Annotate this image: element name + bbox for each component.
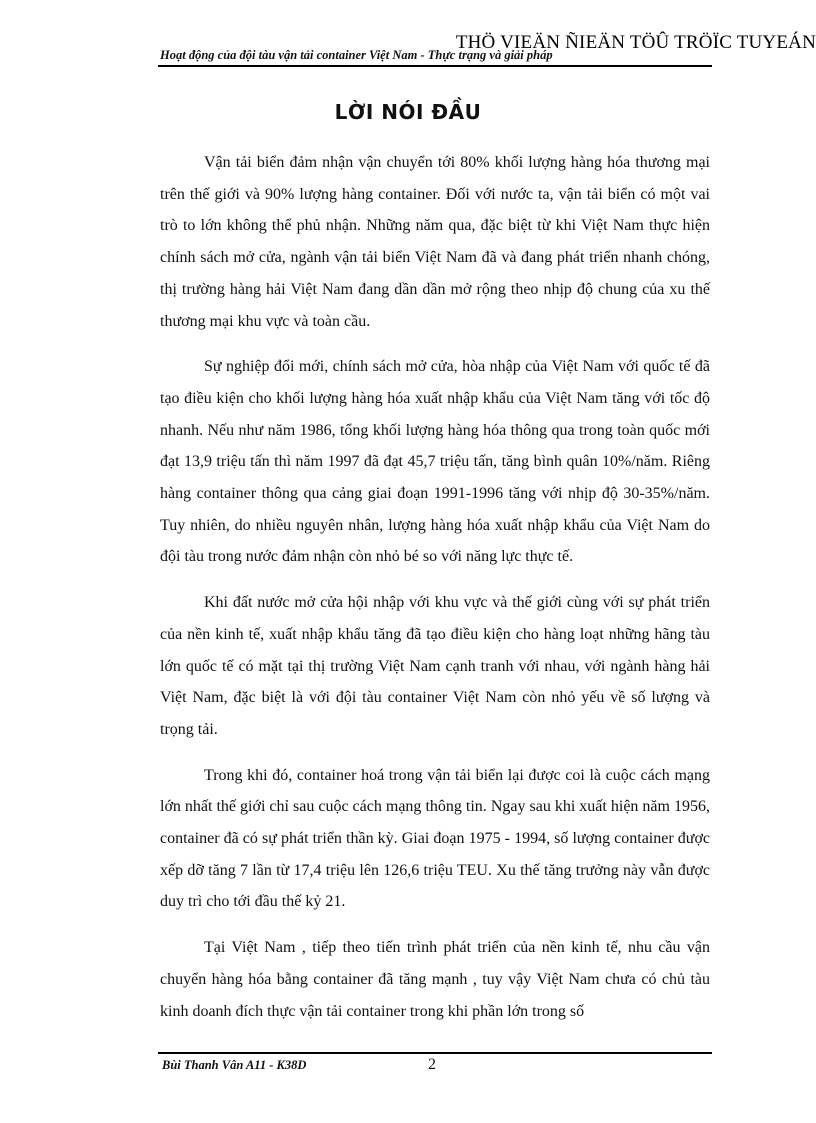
footer-divider <box>158 1052 712 1054</box>
running-header-title: Hoạt động của đội tàu vận tải container Việt Nam - Thực trạng và giải pháp <box>160 48 553 62</box>
paragraph: Vận tải biển đảm nhận vận chuyển tới 80% khối lượng hàng hóa thương mại trên thế giới và 90% lượng hàng container. Đối với nước ta, vận tải biển có một vai trò to lớn không thể phủ nhận. Những năm qua, đặc biệt từ khi Việt Nam thực hiện chính sách mở cửa, ngành vận tải biển Việt Nam đã và đang phát triển nhanh chóng, thị trường hàng hải Việt Nam đang dần dần mở rộng theo nhịp độ chung của xu thế thương mại khu vực và toàn cầu. <box>160 154 710 330</box>
paragraph: Sự nghiệp đổi mới, chính sách mở cửa, hòa nhập của Việt Nam với quốc tế đã tạo điều kiện cho khối lượng hàng hóa xuất nhập khẩu của Việt Nam tăng với tốc độ nhanh. Nếu như năm 1986, tổng khối lượng hàng hóa thông qua trong toàn quốc mới đạt 13,9 triệu tấn thì năm 1997 đã đạt 45,7 triệu tấn, tăng bình quân 10%/năm. Riêng hàng container thông qua cảng giai đoạn 1991-1996 tăng với nhịp độ 30-35%/năm. Tuy nhiên, do nhiều nguyên nhân, lượng hàng hóa xuất nhập khẩu của Việt Nam do đội tàu trong nước đảm nhận còn nhỏ bé so với năng lực thực tế. <box>160 358 710 566</box>
paragraph: Trong khi đó, container hoá trong vận tải biển lại được coi là cuộc cách mạng lớn nhất thế giới chỉ sau cuộc cách mạng thông tin. Ngay sau khi xuất hiện năm 1956, container đã có sự phát triển thần kỳ. Giai đoạn 1975 - 1994, số lượng container được xếp dỡ tăng 7 lần từ 17,4 triệu lên 126,6 triệu TEU. Xu thế tăng trưởng này vẫn được duy trì cho tới đầu thế kỷ 21. <box>160 766 710 911</box>
footer-author: Bùi Thanh Vân A11 - K38D <box>162 1058 307 1072</box>
page-heading: LỜI NÓI ĐẦU <box>334 100 482 124</box>
paragraph: Tại Việt Nam , tiếp theo tiến trình phát triển của nền kinh tế, nhu cầu vận chuyển hàng hóa bằng container đã tăng mạnh , tuy vậy Việt Nam chưa có chủ tàu kinh doanh đích thực vận tải container trong khi phần lớn trong số <box>160 939 710 1020</box>
page-number: 2 <box>428 1056 436 1073</box>
header-divider <box>158 65 712 67</box>
body-text <box>160 147 710 1041</box>
library-watermark: THÖ VIEÄN ÑIEÄN TÖÛ TRÖÏC TUYEÁN <box>455 32 816 53</box>
paragraph: Khi đất nước mở cửa hội nhập với khu vực và thế giới cùng với sự phát triển của nền kinh tế, xuất nhập khẩu tăng đã tạo điều kiện cho hàng loạt những hãng tàu lớn quốc tế có mặt tại thị trường Việt Nam cạnh tranh với nhau, với ngành hàng hải Việt Nam, đặc biệt là với đội tàu container Việt Nam còn nhỏ yếu về số lượng và trọng tải. <box>160 594 710 738</box>
